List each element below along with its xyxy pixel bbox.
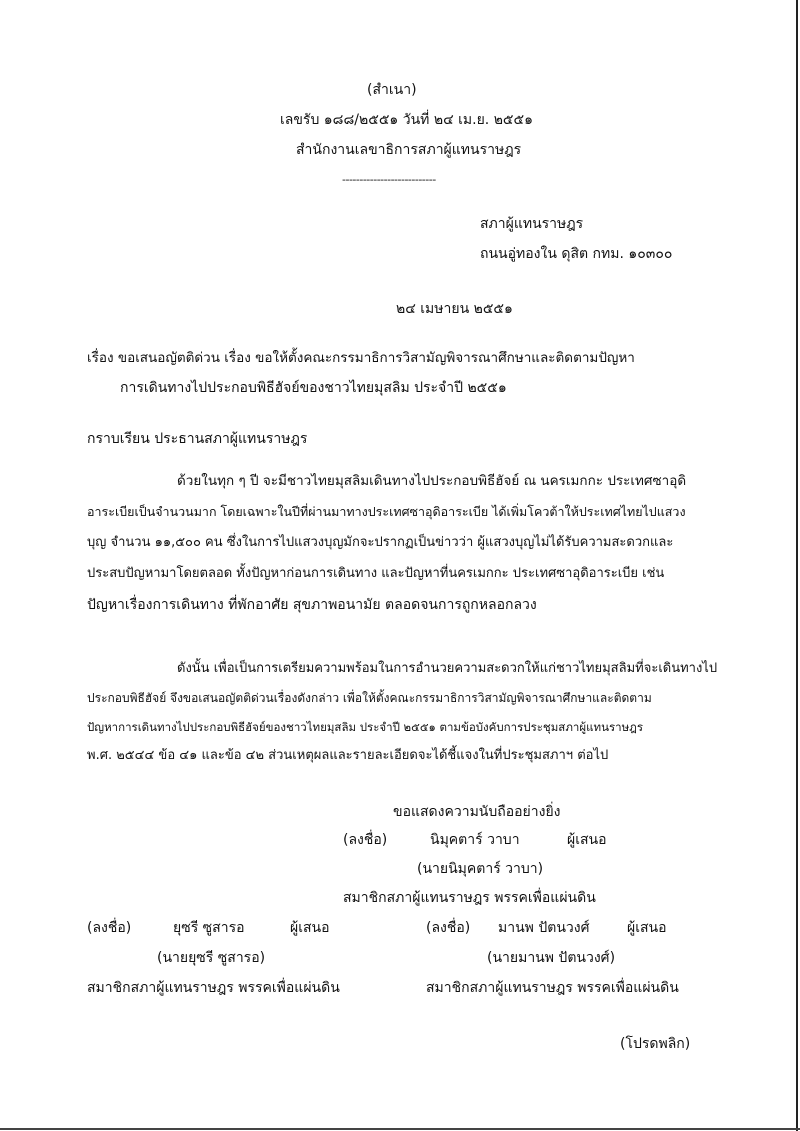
seconder-1-sign-label: (ลงชื่อ) bbox=[87, 920, 132, 936]
salutation: กราบเรียน ประธานสภาผู้แทนราษฎร bbox=[87, 431, 308, 447]
subject-line-2: การเดินทางไปประกอบพิธีฮัจย์ของชาวไทยมุสลิม ประจำปี ๒๕๕๑ bbox=[120, 380, 507, 396]
seconder-2-full-name: (นายมานพ ปัตนวงศ์) bbox=[487, 950, 616, 966]
subject-line-1: เรื่อง ขอเสนอญัตติด่วน เรื่อง ขอให้ตั้งคณะกรรมาธิการวิสามัญพิจารณาศึกษาและติดตามปัญหา bbox=[87, 350, 635, 366]
paragraph-2-line-2: ประกอบพิธีฮัจย์ จึงขอเสนอญัตติด่วนเรื่องดังกล่าว เพื่อให้ตั้งคณะกรรมาธิการวิสามัญพิจารณาศึกษาและติดตาม bbox=[87, 691, 652, 705]
proposer-full-name: (นายนิมุคตาร์ วาบา) bbox=[417, 861, 544, 877]
office-name: สำนักงานเลขาธิการสภาผู้แทนราษฎร bbox=[296, 142, 522, 158]
seconder-2-signature-name: มานพ ปัตนวงศ์ bbox=[498, 920, 590, 936]
seconder-2-position: สมาชิกสภาผู้แทนราษฎร พรรคเพื่อแผ่นดิน bbox=[426, 980, 679, 996]
letter-date: ๒๔ เมษายน ๒๕๕๑ bbox=[396, 301, 513, 317]
paragraph-2-line-4: พ.ศ. ๒๕๔๔ ข้อ ๔๑ และข้อ ๔๒ ส่วนเหตุผลและรายละเอียดจะได้ชี้แจงในที่ประชุมสภาฯ ต่อไป bbox=[87, 748, 609, 763]
seconder-1-full-name: (นายยุซรี ซูสารอ) bbox=[157, 950, 266, 966]
paragraph-1-line-2: อาระเบียเป็นจำนวนมาก โดยเฉพาะในปีที่ผ่านมาทางประเทศซาอุดิอาระเบีย ได้เพิ่มโควต้าให้ประเทศไทยไปแสวง bbox=[87, 504, 686, 519]
seconder-1-signature-name: ยุซรี ซูสารอ bbox=[173, 920, 245, 936]
paragraph-2-line-1: ดังนั้น เพื่อเป็นการเตรียมความพร้อมในการอำนวยความสะดวกให้แก่ชาวไทยมุสลิมที่จะเดินทางไป bbox=[177, 661, 718, 676]
address-line-1: สภาผู้แทนราษฎร bbox=[480, 216, 584, 232]
scan-edge-right bbox=[796, 0, 798, 1131]
paragraph-1-line-5: ปัญหาเรื่องการเดินทาง ที่พักอาศัย สุขภาพอนามัย ตลอดจนการถูกหลอกลวง bbox=[87, 597, 537, 613]
proposer-sign-label: (ลงชื่อ) bbox=[343, 832, 388, 848]
paragraph-1-line-3: บุญ จำนวน ๑๑,๕๐๐ คน ซึ่งในการไปแสวงบุญมักจะปรากฏเป็นข่าวว่า ผู้แสวงบุญไม่ได้รับความสะดวกและ bbox=[87, 535, 674, 550]
seconder-2-role: ผู้เสนอ bbox=[627, 920, 667, 936]
seconder-1-role: ผู้เสนอ bbox=[290, 920, 330, 936]
seconder-2-sign-label: (ลงชื่อ) bbox=[426, 920, 471, 936]
copy-mark: (สำเนา) bbox=[367, 82, 417, 98]
address-line-2: ถนนอู่ทองใน ดุสิต กทม. ๑๐๓๐๐ bbox=[480, 246, 673, 262]
paragraph-1-line-4: ประสบปัญหามาโดยตลอด ทั้งปัญหาก่อนการเดินทาง และปัญหาที่นครเมกกะ ประเทศซาอุดิอาระเบีย เช่น bbox=[87, 566, 665, 581]
header-divider: --------------------------- bbox=[342, 173, 436, 186]
proposer-position: สมาชิกสภาผู้แทนราษฎร พรรคเพื่อแผ่นดิน bbox=[343, 890, 596, 906]
paragraph-2-line-3: ปัญหาการเดินทางไปประกอบพิธีฮัจย์ของชาวไทยมุสลิม ประจำปี ๒๕๕๑ ตามข้อบังคับการประชุมสภาผู้แทนราษฎร bbox=[87, 720, 644, 734]
closing-phrase: ขอแสดงความนับถืออย่างยิ่ง bbox=[393, 804, 561, 820]
scan-edge-bottom bbox=[0, 1128, 800, 1130]
proposer-role: ผู้เสนอ bbox=[567, 832, 607, 848]
paragraph-1-line-1: ด้วยในทุก ๆ ปี จะมีชาวไทยมุสลิมเดินทางไปประกอบพิธีฮัจย์ ณ นครเมกกะ ประเทศซาอุดิ bbox=[177, 473, 687, 489]
seconder-1-position: สมาชิกสภาผู้แทนราษฎร พรรคเพื่อแผ่นดิน bbox=[87, 980, 340, 996]
receipt-line: เลขรับ ๑๘๘/๒๕๕๑ วันที่ ๒๔ เม.ย. ๒๕๕๑ bbox=[280, 112, 534, 128]
proposer-signature-name: นิมุคตาร์ วาบา bbox=[430, 832, 520, 848]
turn-over-note: (โปรดพลิก) bbox=[620, 1036, 691, 1052]
